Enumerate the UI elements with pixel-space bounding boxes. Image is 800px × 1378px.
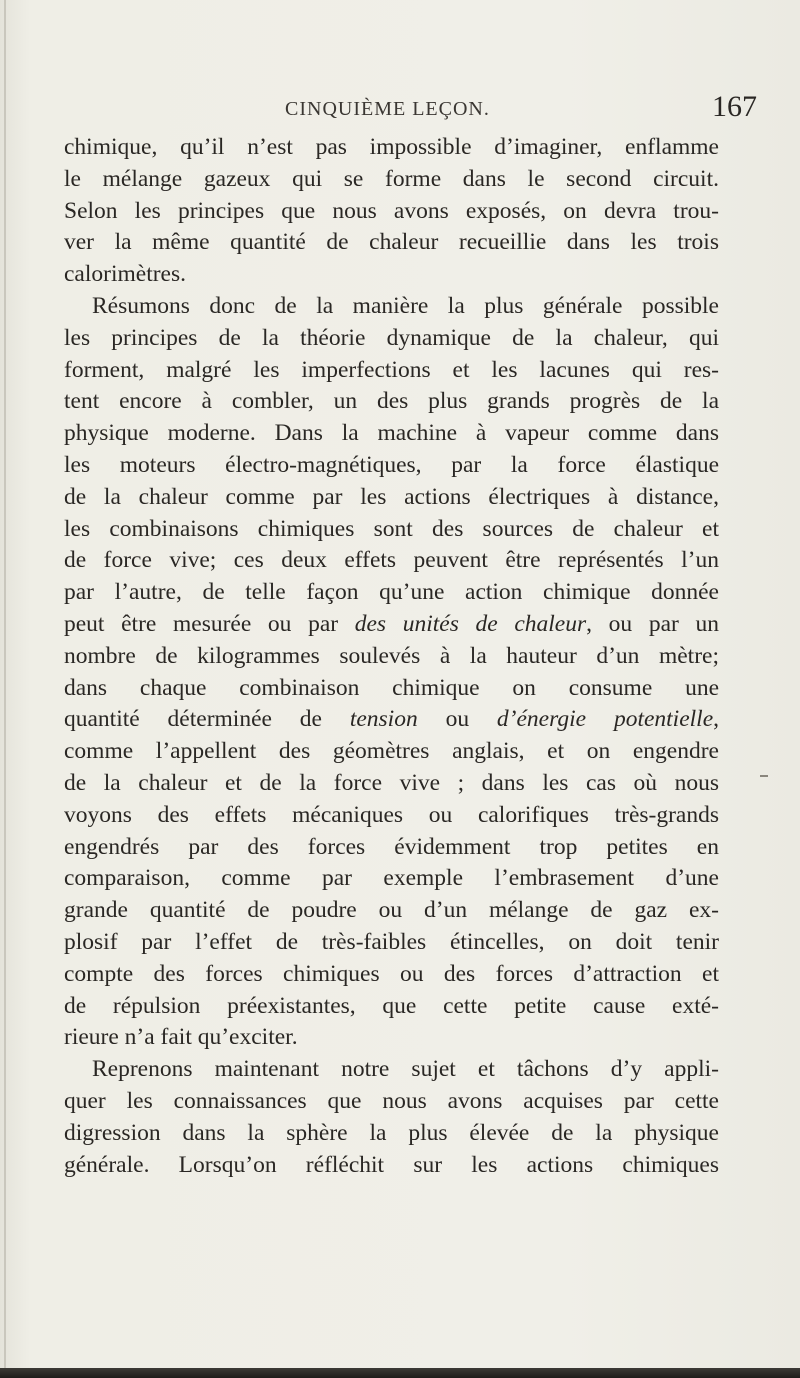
text-line: engendrés par des forces évidemment trop petites en [64,833,719,860]
text-line: Selon les principes que nous avons exposés, on devra trou- [64,197,719,224]
running-head: CINQUIÈME LEÇON. [285,98,490,120]
text-line: tent encore à combler, un des plus grands progrès de la [64,388,719,415]
text-line: de répulsion préexistantes, que cette petite cause exté- [64,992,719,1019]
text-line: rieure n’a fait qu’exciter. [64,1024,298,1051]
text-line: nombre de kilogrammes soulevés à la hauteur d’un mètre; [64,642,719,669]
page-gutter [4,0,6,1378]
text-line: quantité déterminée de tension ou d’énergie potentielle, [64,706,720,733]
text-line: plosif par l’effet de très-faibles étincelles, on doit tenir [64,928,719,955]
text-line: voyons des effets mécaniques ou calorifiques très-grands [64,801,719,828]
text-line: de la chaleur comme par les actions électriques à distance, [64,483,719,510]
text-line: comme l’appellent des géomètres anglais, et on engendre [64,738,719,765]
text-line: quer les connaissances que nous avons acquises par cette [64,1087,719,1114]
text-line: grande quantité de poudre ou d’un mélange de gaz ex- [64,897,719,924]
text-line: les combinaisons chimiques sont des sources de chaleur et [64,515,719,542]
text-line: de la chaleur et de la force vive ; dans les cas où nous [64,769,719,796]
margin-mark [760,775,768,777]
text-line: le mélange gazeux qui se forme dans le second circuit. [64,165,719,192]
text-line: digression dans la sphère la plus élevée de la physique [64,1119,719,1146]
text-line: comparaison, comme par exemple l’embrasement d’une [64,865,719,892]
text-line: compte des forces chimiques ou des forces d’attraction et [64,960,719,987]
text-line: de force vive; ces deux effets peuvent être représentés l’un [64,547,719,574]
text-line: ver la même quantité de chaleur recueillie dans les trois [64,229,719,256]
text-line: par l’autre, de telle façon qu’une action chimique donnée [64,579,719,606]
text-line: physique moderne. Dans la machine à vapeur comme dans [64,420,719,447]
text-line: les moteurs électro-magnétiques, par la force élastique [64,451,719,478]
text-line: chimique, qu’il n’est pas impossible d’imaginer, enflamme [64,134,719,160]
body-text [64,132,719,1181]
text-line: forment, malgré les imperfections et les lacunes qui res- [64,356,719,383]
page-header [0,88,800,124]
text-line: peut être mesurée ou par des unités de chaleur, ou par un [64,610,719,637]
text-line: générale. Lorsqu’on réfléchit sur les actions chimiques [64,1151,719,1178]
text-line: dans chaque combinaison chimique on consume une [64,674,719,701]
page-number: 167 [712,90,757,123]
text-line: Résumons donc de la manière la plus générale possible [92,292,719,319]
text-line: calorimètres. [64,261,187,288]
text-line: les principes de la théorie dynamique de la chaleur, qui [64,324,719,351]
text-line: Reprenons maintenant notre sujet et tâchons d’y appli- [92,1056,719,1083]
scan-edge [0,1368,800,1378]
